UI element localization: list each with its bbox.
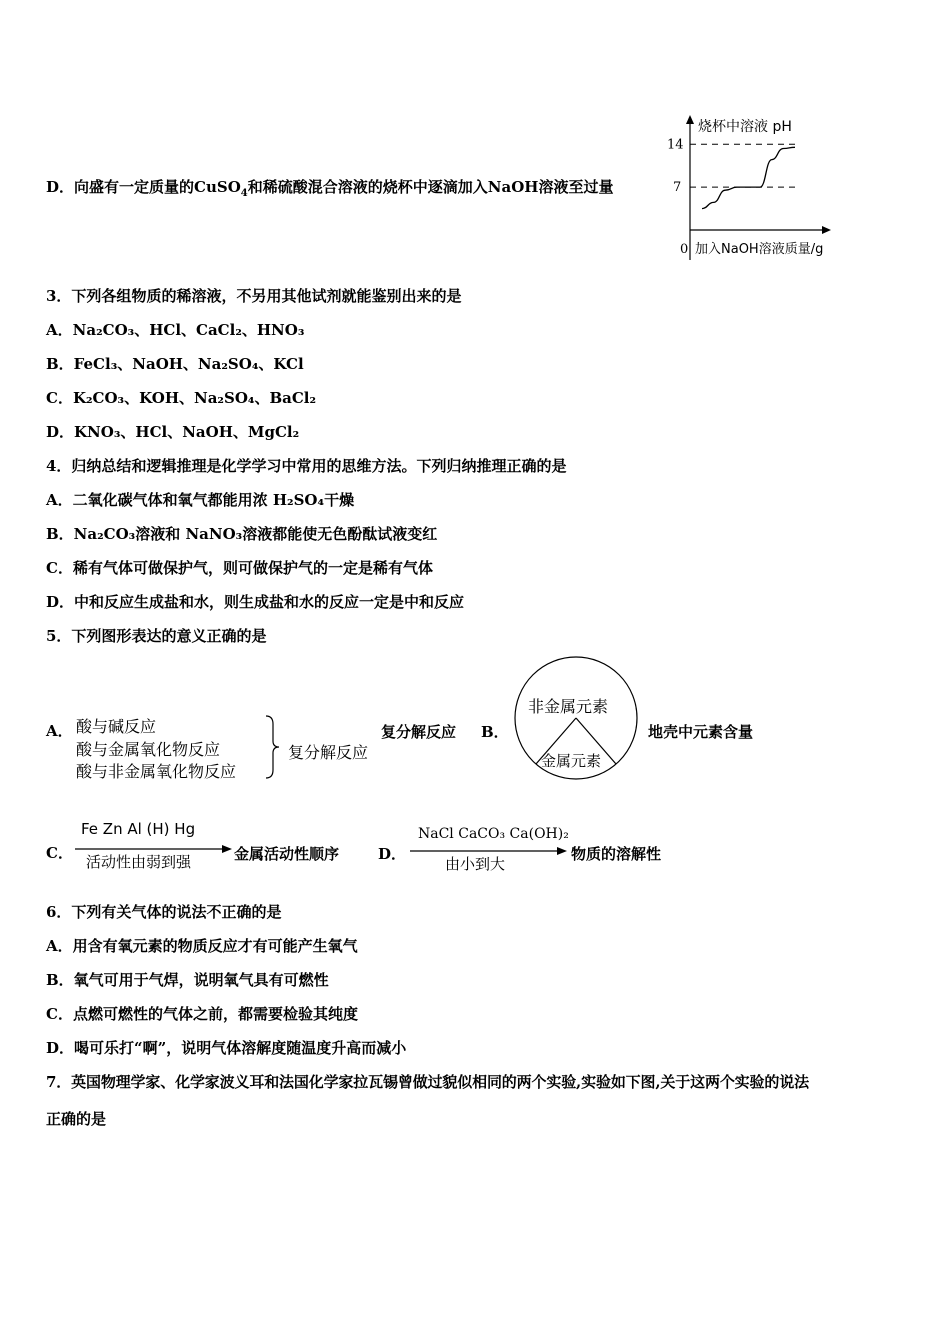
q4-option-c: C．稀有气体可做保护气，则可做保护气的一定是稀有气体 xyxy=(46,559,433,577)
q5-d-letter: D． xyxy=(378,845,407,863)
x-axis-arrow-icon xyxy=(822,226,831,234)
q5-d-above: NaCl CaCO₃ Ca(OH)₂ xyxy=(418,826,569,842)
q2-option-d: D．向盛有一定质量的CuSO$_4$和稀硫酸混合溶液的烧杯中逐滴加入NaOH溶液至过量 xyxy=(46,178,614,199)
y-tick-14: 14 xyxy=(667,137,684,153)
origin-label: 0 xyxy=(680,242,689,257)
q5-c-above: Fe Zn Al (H) Hg xyxy=(81,820,196,838)
q6-option-a: A．用含有氧元素的物质反应才有可能产生氧气 xyxy=(46,937,358,955)
q5-d-caption: 物质的溶解性 xyxy=(571,845,662,863)
q3-option-b: B．FeCl₃、NaOH、Na₂SO₄、KCl xyxy=(46,355,304,373)
q6-option-c: C．点燃可燃性的气体之前，都需要检验其纯度 xyxy=(46,1005,358,1023)
y-tick-7: 7 xyxy=(673,180,682,196)
q5-a-letter: A． xyxy=(46,722,73,740)
q7-stem-line1: 7．英国物理学家、化学家波义耳和法国化学家拉瓦锡曾做过貌似相同的两个实验,实验如下图,关于这两个实验的说法 xyxy=(46,1073,809,1091)
x-axis-label: 加入NaOH溶液质量/g xyxy=(695,242,824,257)
q4-stem: 4．归纳总结和逻辑推理是化学学习中常用的思维方法。下列归纳推理正确的是 xyxy=(46,457,567,475)
q5-stem: 5．下列图形表达的意义正确的是 xyxy=(46,627,267,645)
q5-b-top-label: 非金属元素 xyxy=(528,697,609,716)
q5-c-letter: C． xyxy=(46,844,73,862)
q3-option-c: C．K₂CO₃、KOH、Na₂SO₄、BaCl₂ xyxy=(46,389,317,407)
ph-chart xyxy=(665,110,865,265)
ph-series-line xyxy=(702,147,795,208)
q4-option-a: A．二氧化碳气体和氧气都能用浓 H₂SO₄干燥 xyxy=(46,491,355,509)
q3-option-a: A．Na₂CO₃、HCl、CaCl₂、HNO₃ xyxy=(46,321,305,339)
q7-stem-line2: 正确的是 xyxy=(46,1110,107,1128)
q3-stem: 3．下列各组物质的稀溶液，不另用其他试剂就能鉴别出来的是 xyxy=(46,287,462,305)
q5-b-letter: B． xyxy=(481,723,509,741)
q4-option-b: B．Na₂CO₃溶液和 NaNO₃溶液都能使无色酚酞试液变红 xyxy=(46,525,438,543)
q5-a-item: 酸与金属氧化物反应 xyxy=(76,739,221,759)
q6-stem: 6．下列有关气体的说法不正确的是 xyxy=(46,903,282,921)
q3-option-d: D．KNO₃、HCl、NaOH、MgCl₂ xyxy=(46,423,300,441)
q5-a-caption: 复分解反应 xyxy=(381,723,457,741)
q4-option-d: D．中和反应生成盐和水，则生成盐和水的反应一定是中和反应 xyxy=(46,593,465,611)
q6-option-d: D．喝可乐打“啊”，说明气体溶解度随温度升高而减小 xyxy=(46,1039,407,1057)
brace-icon xyxy=(262,714,284,780)
q5-a-item: 酸与碱反应 xyxy=(76,717,157,736)
q5-c-below: 活动性由弱到强 xyxy=(86,853,192,871)
q5-c-caption: 金属活动性顺序 xyxy=(234,845,340,863)
q5-a-list xyxy=(76,716,236,784)
y-axis-label: 烧杯中溶液 pH xyxy=(698,119,792,135)
y-axis-arrow-icon xyxy=(686,115,694,124)
q6-option-b: B．氧气可用于气焊，说明氧气具有可燃性 xyxy=(46,971,329,989)
q5-b-bottom-label: 金属元素 xyxy=(541,752,602,770)
q5-a-brace-label: 复分解反应 xyxy=(288,743,369,762)
q5-a-item: 酸与非金属氧化物反应 xyxy=(76,762,237,781)
q5-b-caption: 地壳中元素含量 xyxy=(648,723,754,741)
q5-d-below: 由小到大 xyxy=(445,855,506,873)
